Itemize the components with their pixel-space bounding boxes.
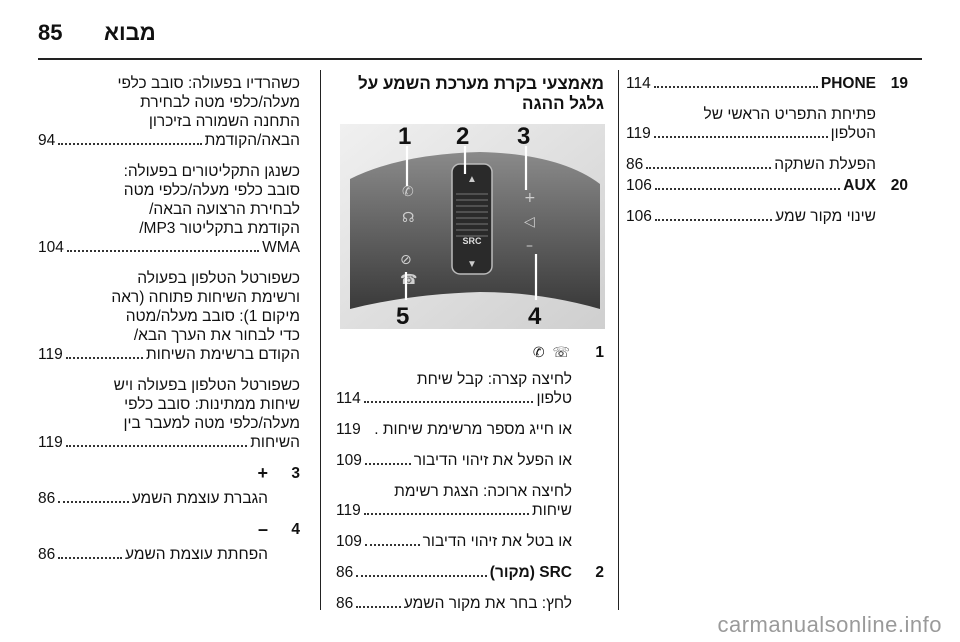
index-text: כשנגן התקליטורים בפעולה: — [123, 163, 300, 180]
dot-leader — [654, 136, 828, 138]
callout-2: 2 — [456, 124, 470, 150]
dot-leader — [66, 357, 143, 359]
index-line — [336, 532, 572, 551]
page-ref: 109 — [336, 533, 362, 550]
index-line — [626, 74, 876, 93]
dot-leader — [66, 445, 247, 447]
page-number: 85 — [38, 20, 63, 45]
dot-leader — [356, 575, 487, 577]
index-line — [626, 155, 876, 174]
dot-leader — [654, 86, 818, 88]
phone-icon: ✆ — [402, 184, 414, 200]
entry-number: 19 — [890, 75, 908, 92]
page-ref: 106 — [626, 177, 652, 194]
plus-icon: + — [257, 463, 268, 483]
speaker-icon: ◁ — [524, 214, 535, 230]
section-title: מאמצעי בקרת מערכת השמע על גלגל ההגה — [358, 74, 604, 113]
entry-number: 3 — [291, 465, 300, 482]
page-ref: 94 — [38, 132, 56, 149]
steering-wheel-controls-image — [340, 124, 605, 329]
index-line — [38, 131, 300, 150]
header-rule — [38, 58, 922, 60]
index-line — [626, 124, 876, 143]
entry-number: 20 — [890, 177, 908, 194]
index-entry — [626, 74, 908, 93]
index-line — [336, 501, 572, 520]
index-line — [336, 451, 572, 470]
index-entry — [626, 207, 908, 226]
index-block — [38, 162, 300, 257]
index-block — [38, 74, 300, 150]
dot-leader — [655, 219, 772, 221]
index-text: מעלה/כלפי מטה לבחירת — [140, 94, 300, 111]
index-line — [336, 420, 572, 439]
page-ref: 119 — [336, 421, 361, 438]
dot-leader — [646, 167, 771, 169]
page-ref: 119 — [336, 502, 361, 519]
callout-4: 4 — [528, 303, 542, 329]
index-text: או הפעל את זיהוי הדיבור — [413, 452, 572, 469]
column-divider-right — [618, 70, 619, 610]
index-text: שינוי מקור שמע — [775, 208, 876, 225]
entry-number: 1 — [595, 344, 604, 361]
page-ref: 109 — [336, 452, 362, 469]
volume-up-icon: + — [524, 190, 536, 206]
page-ref: 119 — [626, 125, 651, 142]
index-text: לבחירת הרצועה הבאה/ — [149, 201, 300, 218]
index-text: WMA — [262, 239, 300, 256]
index-block — [336, 451, 572, 470]
index-entry — [626, 105, 908, 143]
voice-icon: ☊ — [402, 210, 415, 226]
index-text: שיחות — [532, 502, 572, 519]
dot-leader — [365, 463, 411, 465]
index-text: כשהרדיו בפעולה: סובב כלפי — [117, 75, 300, 92]
callout-1: 1 — [398, 124, 412, 150]
control-entry — [38, 464, 300, 508]
index-text: הקודם ברשימת השיחות — [146, 346, 300, 363]
index-text: השיחות — [250, 434, 300, 451]
middle-column — [336, 74, 604, 625]
dot-leader — [58, 143, 201, 145]
page-ref: 114 — [336, 390, 361, 407]
index-text: טלפון — [536, 390, 572, 407]
dot-leader — [364, 513, 529, 515]
page-ref: 114 — [626, 75, 651, 92]
index-block — [336, 532, 572, 551]
page-ref: 106 — [626, 208, 652, 225]
index-block — [336, 420, 572, 439]
page-ref: 119 — [38, 346, 63, 363]
index-text: או בטל את זיהוי הדיבור — [422, 533, 572, 550]
index-text: הפעלת השתקה — [774, 156, 876, 173]
volume-down-icon: – — [526, 238, 533, 254]
page-ref: 86 — [336, 564, 354, 581]
scroll-down-arrow-icon: ▼ — [467, 259, 477, 270]
entry-number: 2 — [595, 564, 604, 581]
callout-5: 5 — [396, 303, 410, 329]
dot-leader — [655, 188, 840, 190]
index-line — [626, 207, 876, 226]
index-text: התחנה השמורה בזיכרון — [148, 113, 300, 130]
index-text: מיקום 1): סובב מעלה/מטה — [125, 308, 300, 325]
mute-icon: ⊘ — [400, 252, 412, 268]
index-block — [336, 594, 572, 613]
dot-leader — [67, 250, 259, 252]
page-ref: 86 — [38, 546, 56, 563]
control-entry — [336, 563, 604, 613]
page-ref: 86 — [626, 156, 644, 173]
index-line — [38, 545, 268, 564]
index-line — [336, 563, 572, 582]
index-text: לחיצה ארוכה: הצגת רשימת — [394, 483, 572, 500]
index-block — [38, 376, 300, 452]
index-text: כשפורטל הטלפון בפעולה ויש — [113, 377, 300, 394]
index-line — [38, 345, 300, 364]
index-text: הטלפון — [830, 125, 876, 142]
index-text: הבאה/הקודמת — [204, 132, 300, 149]
src-label: SRC — [462, 236, 482, 246]
index-text: פתיחת התפריט הראשי של — [703, 106, 876, 123]
page-ref: 119 — [38, 434, 63, 451]
control-entry — [336, 343, 604, 551]
phone-icon: ☏ ✆ — [532, 344, 572, 360]
callout-3: 3 — [517, 124, 531, 150]
index-block — [336, 563, 572, 582]
hangup-icon: ☎ — [400, 272, 418, 288]
page-ref: 86 — [38, 490, 56, 507]
index-text: הפחתת עוצמת השמע — [124, 546, 268, 563]
right-column — [626, 74, 908, 238]
dot-leader — [364, 401, 534, 403]
index-text: שיחות ממתינות: סובב כלפי — [124, 396, 300, 413]
watermark: carmanualsonline.info — [717, 612, 942, 637]
control-entry — [38, 520, 300, 564]
index-block — [38, 269, 300, 364]
index-block — [336, 370, 572, 408]
index-line — [38, 433, 300, 452]
page-ref: 104 — [38, 239, 64, 256]
left-column — [38, 74, 300, 576]
index-entry — [626, 155, 908, 174]
minus-icon: – — [257, 519, 268, 539]
scroll-up-arrow-icon: ▲ — [467, 174, 477, 185]
index-entry — [626, 176, 908, 195]
index-text: כדי לבחור את הערך הבא/ — [133, 327, 300, 344]
index-text: הקודמת בתקליטור MP3/ — [139, 220, 300, 237]
index-line — [38, 489, 268, 508]
index-line — [336, 594, 572, 613]
steering-wheel-illustration — [340, 124, 605, 329]
page-ref: 86 — [336, 595, 354, 612]
index-text: לחץ: בחר את מקור השמע — [403, 595, 572, 612]
index-line — [626, 176, 876, 195]
index-text: SRC (מקור) — [489, 564, 572, 581]
index-text: ורשימת השיחות פתוחה (ראה — [111, 289, 300, 306]
index-block — [336, 482, 572, 520]
dot-leader — [58, 557, 122, 559]
index-text: PHONE — [820, 75, 876, 92]
index-text: סובב כלפי מעלה/כלפי מטה — [123, 182, 300, 199]
index-line — [336, 389, 572, 408]
index-text: AUX — [843, 177, 876, 194]
dot-leader — [356, 606, 401, 608]
index-text: הגברת עוצמת השמע — [131, 490, 268, 507]
index-line — [38, 238, 300, 257]
dot-leader — [58, 501, 128, 503]
dot-leader — [365, 544, 420, 546]
index-text: כשפורטל הטלפון בפעולה — [137, 270, 300, 287]
index-text: מעלה/כלפי מטה למעבר בין — [123, 415, 300, 432]
index-text: או חייג מספר מרשימת שיחות . — [374, 421, 572, 438]
entry-number: 4 — [291, 521, 300, 538]
index-text: לחיצה קצרה: קבל שיחת — [416, 371, 572, 388]
page-title: מבוא — [104, 20, 156, 45]
column-divider-left — [320, 70, 321, 610]
